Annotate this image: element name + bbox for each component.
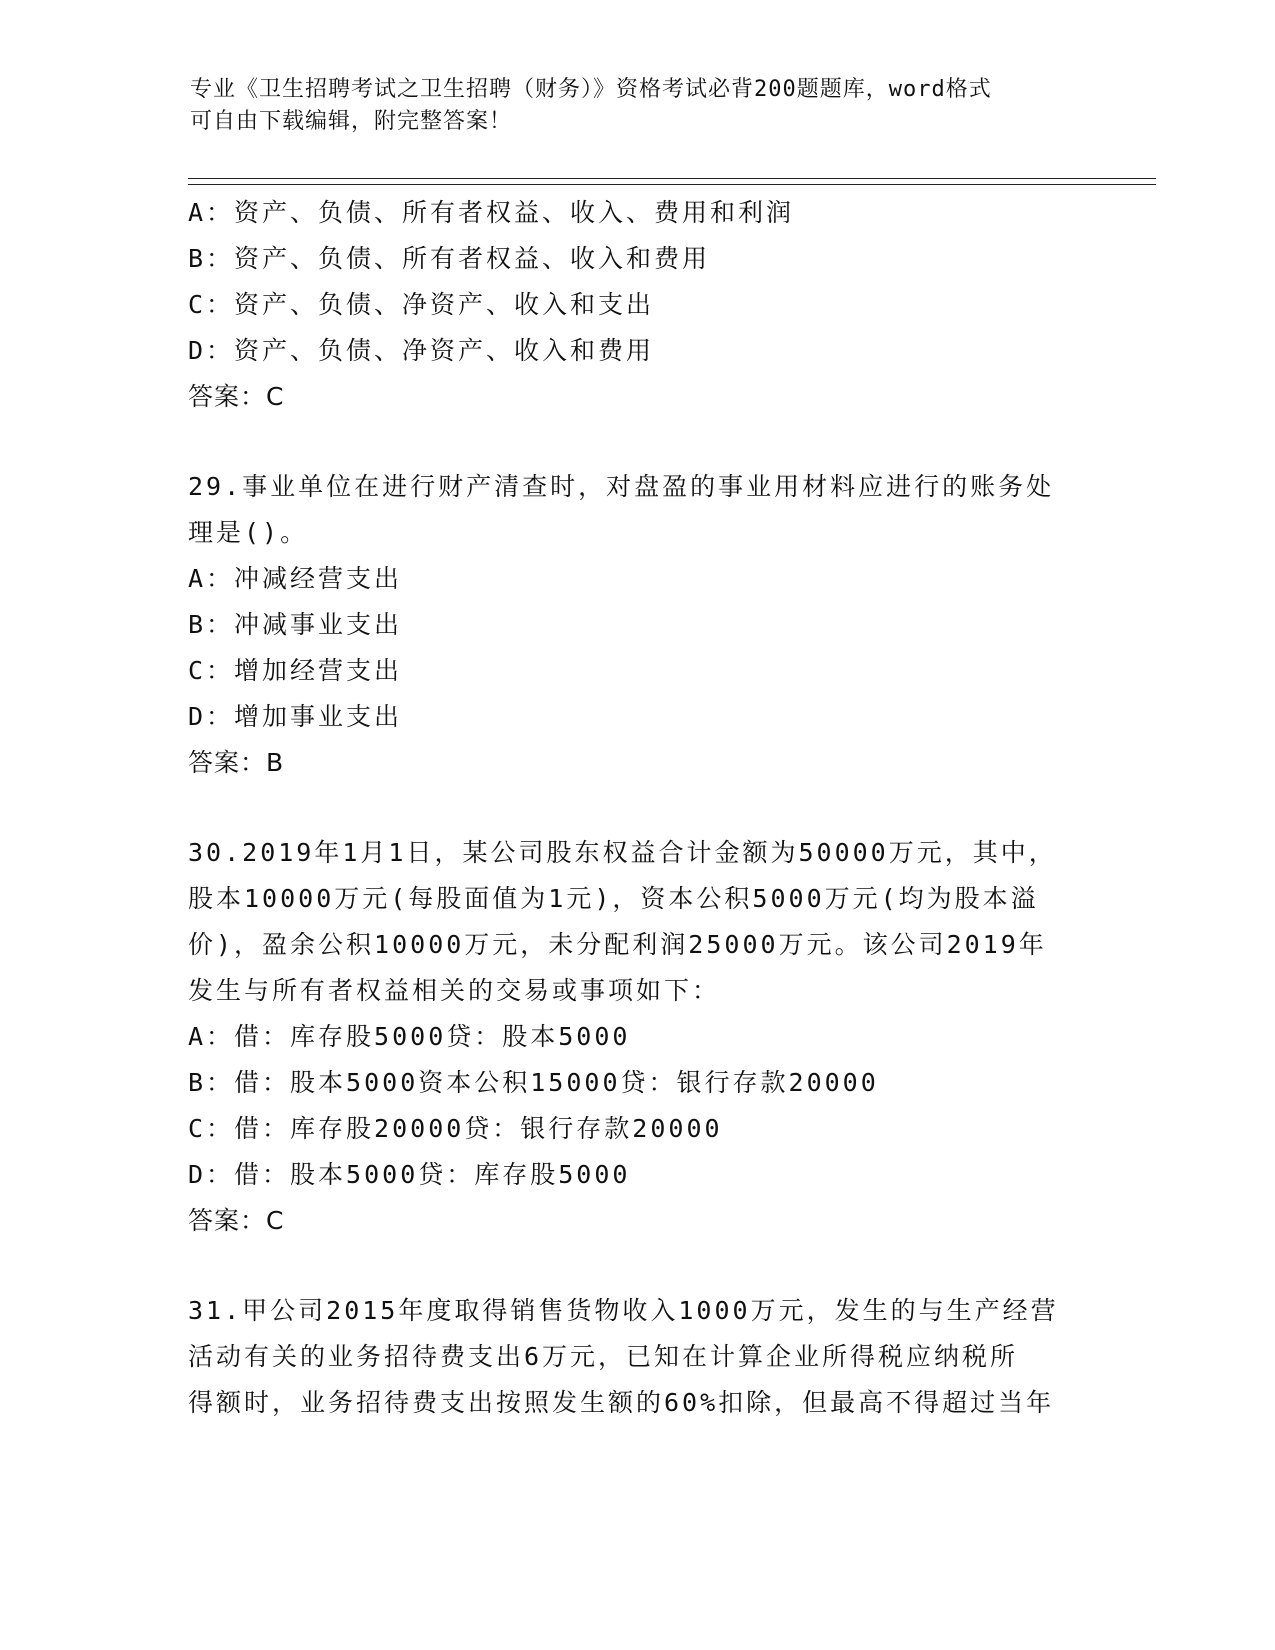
question-31-block [188,1288,1088,1426]
question-31-stem-line-2: 活动有关的业务招待费支出6万元，已知在计算企业所得税应纳税所 [188,1342,1019,1371]
header-line-2: 可自由下载编辑，附完整答案！ [190,109,513,134]
question-31-stem-line-1: 31.甲公司2015年度取得销售货物收入1000万元，发生的与生产经营 [188,1296,1059,1325]
spacer [188,420,1088,464]
question-30-answer: 答案：C [188,1206,285,1235]
spacer [188,786,1088,830]
document-body [188,190,1088,1426]
question-30-option-c: C：借：库存股20000贷：银行存款20000 [188,1114,723,1143]
header-rule-bottom [188,184,1156,185]
question-28-answer: 答案：C [188,382,285,411]
question-29-stem-line-2: 理是()。 [188,518,309,547]
question-30-stem-line-4: 发生与所有者权益相关的交易或事项如下： [188,976,721,1005]
question-29-answer: 答案：B [188,748,285,777]
question-29-option-b: B：冲减事业支出 [188,610,403,639]
question-28-option-a: A：资产、负债、所有者权益、收入、费用和利润 [188,198,795,227]
question-29-option-c: C：增加经营支出 [188,656,403,685]
question-30-option-a: A：借：库存股5000贷：股本5000 [188,1022,631,1051]
question-30-stem-line-1: 30.2019年1月1日，某公司股东权益合计金额为50000万元，其中， [188,838,1057,867]
header-line-1: 专业《卫生招聘考试之卫生招聘（财务）》资格考试必背200题题库，word格式 [190,77,992,102]
question-30-option-b: B：借：股本5000资本公积15000贷：银行存款20000 [188,1068,879,1097]
question-28-option-c: C：资产、负债、净资产、收入和支出 [188,290,655,319]
question-29-stem-line-1: 29.事业单位在进行财产清查时，对盘盈的事业用材料应进行的账务处 [188,472,1055,501]
header-rule-top [188,178,1156,179]
question-29-option-d: D：增加事业支出 [188,702,403,731]
question-29-option-a: A：冲减经营支出 [188,564,403,593]
question-31-stem-line-3: 得额时，业务招待费支出按照发生额的60%扣除，但最高不得超过当年 [188,1388,1055,1417]
question-28-block [188,190,1088,420]
question-28-option-d: D：资产、负债、净资产、收入和费用 [188,336,655,365]
question-30-stem-line-3: 价)，盈余公积10000万元，未分配利润25000万元。该公司2019年 [188,930,1047,959]
spacer [188,1244,1088,1288]
question-29-block [188,464,1088,786]
question-30-stem-line-2: 股本10000万元(每股面值为1元)，资本公积5000万元(均为股本溢 [188,884,1039,913]
question-30-option-d: D：借：股本5000贷：库存股5000 [188,1160,631,1189]
question-30-block [188,830,1088,1244]
document-header [190,74,1090,138]
question-28-option-b: B：资产、负债、所有者权益、收入和费用 [188,244,711,273]
